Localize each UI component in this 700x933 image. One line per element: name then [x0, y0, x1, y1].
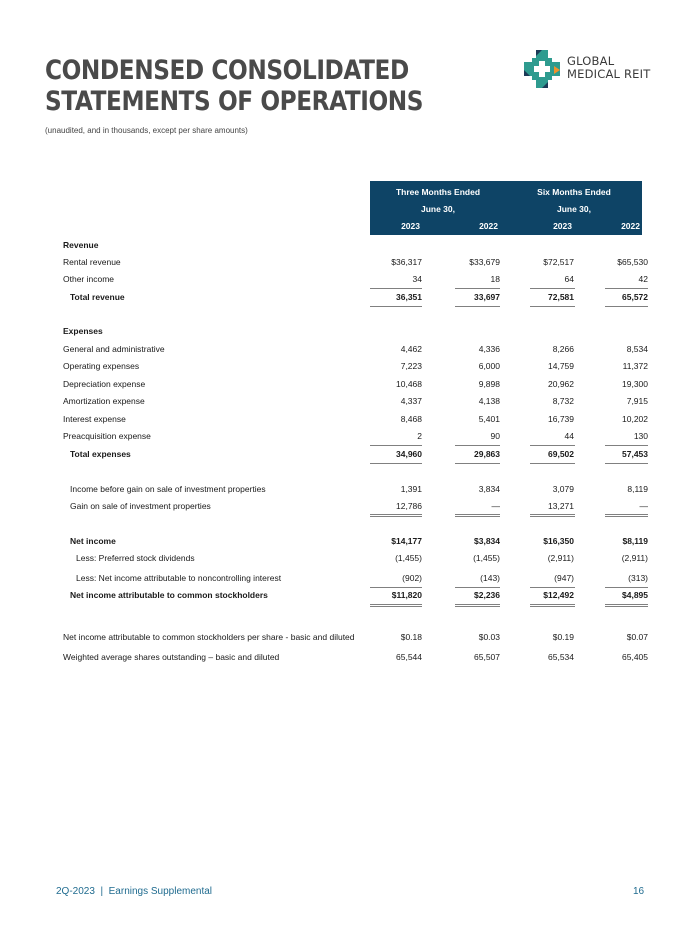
table-row — [0, 379, 700, 393]
total-rule — [370, 463, 422, 464]
row-label: Weighted average shares outstanding – basic and diluted — [63, 652, 280, 662]
cell-value: 36,351 — [396, 292, 422, 302]
cell-value: $11,820 — [391, 590, 422, 600]
subtotal-rule — [455, 587, 500, 588]
table-row — [0, 652, 700, 666]
row-label: Net income attributable to common stockholders — [70, 590, 268, 600]
cell-value: 69,502 — [548, 449, 574, 459]
cell-value: $72,517 — [543, 257, 574, 267]
cell-value: 29,863 — [474, 449, 500, 459]
cell-value: 7,223 — [400, 361, 422, 371]
table-row — [0, 257, 700, 271]
double-rule — [605, 514, 648, 517]
cell-value: 11,372 — [622, 361, 648, 371]
cell-value: 57,453 — [622, 449, 648, 459]
table-row — [0, 484, 700, 498]
row-label: Depreciation expense — [63, 379, 146, 389]
page-subtitle: (unaudited, and in thousands, except per share amounts) — [45, 126, 248, 135]
cell-value: (2,911) — [547, 553, 574, 563]
double-rule — [455, 514, 500, 517]
row-label: Other income — [63, 274, 115, 284]
table-row — [0, 632, 700, 646]
subtotal-rule — [370, 587, 422, 588]
title-line-1: CONDENSED CONSOLIDATED — [45, 55, 409, 86]
cell-value: 13,271 — [548, 501, 574, 511]
cell-value: 12,786 — [396, 501, 422, 511]
cell-value: 2 — [417, 431, 422, 441]
group-six-months-title: Six Months Ended — [537, 187, 611, 197]
double-rule — [370, 604, 422, 607]
row-label: Revenue — [63, 240, 99, 250]
group-three-months-sub: June 30, — [420, 204, 456, 214]
row-label: Rental revenue — [63, 257, 121, 267]
cell-value: 72,581 — [548, 292, 574, 302]
section-header-revenue — [0, 240, 700, 254]
cell-value: (902) — [402, 573, 422, 583]
logo-line-1: GLOBAL — [567, 54, 615, 68]
table-row — [0, 414, 700, 428]
group-six-months-sub: June 30, — [556, 204, 592, 214]
row-label: Preacquisition expense — [63, 431, 151, 441]
cell-value: 34,960 — [396, 449, 422, 459]
cell-value: $8,119 — [622, 536, 648, 546]
cell-value: $0.19 — [552, 632, 574, 642]
footer-label: 2Q-2023 | Earnings Supplemental — [56, 886, 213, 897]
cell-value: 65,544 — [396, 652, 422, 662]
cell-value: — — [639, 501, 648, 511]
cell-value: 18 — [490, 274, 500, 284]
cell-value: 4,462 — [400, 344, 422, 354]
cell-value: 65,572 — [622, 292, 648, 302]
subtotal-rule — [530, 587, 575, 588]
cell-value: 65,405 — [622, 652, 648, 662]
cell-value: 1,391 — [400, 484, 422, 494]
double-rule — [370, 514, 422, 517]
row-label: Amortization expense — [63, 396, 145, 406]
cell-value: 4,138 — [478, 396, 500, 406]
cell-value: $3,834 — [474, 536, 500, 546]
total-rule — [605, 463, 648, 464]
cell-value: 10,202 — [622, 414, 648, 424]
cell-value: 34 — [412, 274, 422, 284]
cell-value: 5,401 — [478, 414, 500, 424]
row-label: Interest expense — [63, 414, 126, 424]
double-rule — [530, 604, 575, 607]
year-col-2: 2022 — [479, 221, 498, 231]
table-row — [0, 396, 700, 410]
cell-value: 90 — [490, 431, 500, 441]
row-label: Net income — [70, 536, 116, 546]
cell-value: $0.03 — [478, 632, 500, 642]
cell-value: (313) — [628, 573, 648, 583]
cell-value: 44 — [564, 431, 574, 441]
cell-value: $4,895 — [622, 590, 648, 600]
cell-value: 8,266 — [552, 344, 574, 354]
cell-value: 9,898 — [478, 379, 500, 389]
cell-value: 3,834 — [478, 484, 500, 494]
row-label: Income before gain on sale of investment properties — [70, 484, 266, 494]
cell-value: 65,507 — [474, 652, 500, 662]
cell-value: 130 — [633, 431, 648, 441]
group-three-months-title: Three Months Ended — [395, 187, 481, 197]
cell-value: 8,468 — [400, 414, 422, 424]
subtotal-rule — [605, 288, 648, 289]
total-rule — [455, 306, 500, 307]
cell-value: $36,317 — [391, 257, 422, 267]
table-row — [0, 553, 700, 567]
row-label: Less: Preferred stock dividends — [76, 553, 195, 563]
table-row-total-revenue — [0, 292, 700, 306]
logo-text — [567, 55, 650, 81]
total-rule — [455, 463, 500, 464]
double-rule — [530, 514, 575, 517]
row-label: Total revenue — [70, 292, 125, 302]
row-label: General and administrative — [63, 344, 165, 354]
cell-value: $12,492 — [543, 590, 574, 600]
cell-value: $16,350 — [543, 536, 574, 546]
company-logo — [522, 48, 662, 90]
total-rule — [605, 306, 648, 307]
cell-value: (1,455) — [473, 553, 500, 563]
table-row — [0, 344, 700, 358]
cell-value: 14,759 — [548, 361, 574, 371]
logo-line-2: MEDICAL REIT — [567, 67, 651, 81]
subtotal-rule — [370, 445, 422, 446]
subtotal-rule — [370, 288, 422, 289]
cell-value: $0.07 — [626, 632, 648, 642]
total-rule — [370, 306, 422, 307]
cell-value: (2,911) — [621, 553, 648, 563]
cell-value: 64 — [564, 274, 574, 284]
total-rule — [530, 463, 575, 464]
cell-value: 33,697 — [474, 292, 500, 302]
cell-value: 7,915 — [626, 396, 648, 406]
cell-value: 6,000 — [478, 361, 500, 371]
table-row-net-income — [0, 536, 700, 550]
row-label: Total expenses — [70, 449, 131, 459]
row-label: Less: Net income attributable to noncontrolling interest — [76, 573, 282, 583]
double-rule — [605, 604, 648, 607]
table-row — [0, 573, 700, 587]
table-row — [0, 274, 700, 288]
table-row — [0, 361, 700, 375]
cell-value: 3,079 — [552, 484, 574, 494]
page-number: 16 — [633, 886, 645, 897]
cell-value: 8,534 — [626, 344, 648, 354]
cell-value: 20,962 — [548, 379, 574, 389]
cell-value: (1,455) — [395, 553, 422, 563]
subtotal-rule — [455, 288, 500, 289]
cell-value: 19,300 — [622, 379, 648, 389]
subtotal-rule — [530, 445, 575, 446]
row-label: Gain on sale of investment properties — [70, 501, 211, 511]
title-line-2: STATEMENTS OF OPERATIONS — [45, 86, 424, 117]
row-label: Operating expenses — [63, 361, 140, 371]
row-label: Net income attributable to common stockholders per share - basic and diluted — [63, 632, 355, 642]
cell-value: 8,732 — [552, 396, 574, 406]
double-rule — [455, 604, 500, 607]
cell-value: $2,236 — [474, 590, 500, 600]
year-col-3: 2023 — [553, 221, 572, 231]
table-row — [0, 431, 700, 445]
cell-value: $65,530 — [617, 257, 648, 267]
cell-value: 16,739 — [548, 414, 574, 424]
table-row-net-income-common — [0, 590, 700, 604]
page-title — [45, 55, 423, 117]
subtotal-rule — [605, 445, 648, 446]
section-header-expenses — [0, 326, 700, 340]
cell-value: $14,177 — [391, 536, 422, 546]
subtotal-rule — [605, 587, 648, 588]
subtotal-rule — [530, 288, 575, 289]
cell-value: 4,337 — [400, 396, 422, 406]
table-row-total-expenses — [0, 449, 700, 463]
year-col-4: 2022 — [621, 221, 640, 231]
cell-value: 42 — [638, 274, 648, 284]
year-col-1: 2023 — [401, 221, 420, 231]
cell-value: 8,119 — [627, 484, 648, 494]
table-row — [0, 501, 700, 515]
cell-value: (947) — [554, 573, 574, 583]
table-column-header — [370, 181, 642, 235]
cross-logo-icon — [522, 48, 562, 90]
cell-value: $0.18 — [400, 632, 422, 642]
subtotal-rule — [455, 445, 500, 446]
cell-value: 10,468 — [396, 379, 422, 389]
cell-value: 65,534 — [548, 652, 574, 662]
total-rule — [530, 306, 575, 307]
cell-value: $33,679 — [469, 257, 500, 267]
cell-value: 4,336 — [478, 344, 500, 354]
cell-value: (143) — [480, 573, 500, 583]
row-label: Expenses — [63, 326, 103, 336]
cell-value: — — [491, 501, 500, 511]
